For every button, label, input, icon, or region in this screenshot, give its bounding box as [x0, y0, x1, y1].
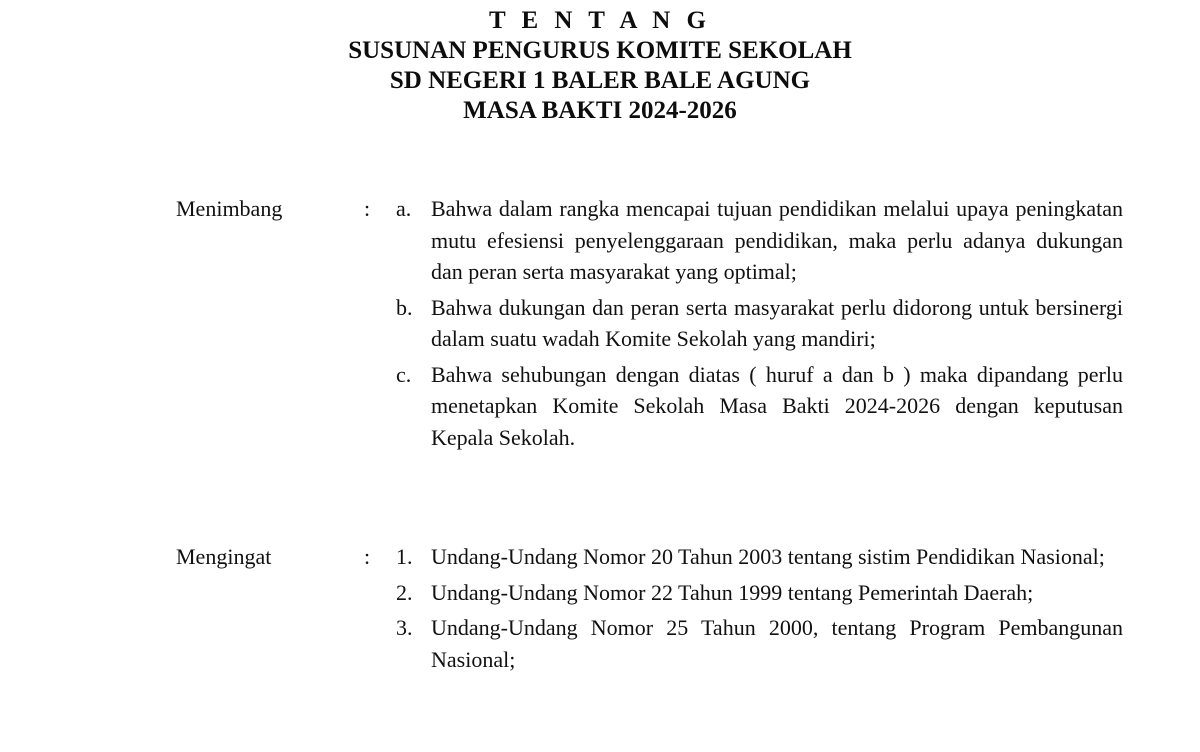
- item-marker: 2.: [396, 579, 413, 605]
- section-label-menimbang: Menimbang: [176, 196, 283, 221]
- item-marker: c.: [396, 361, 412, 387]
- item-text: Undang-Undang Nomor 25 Tahun 2000, tentang Program Pembangunan Nasional;: [431, 615, 1123, 672]
- list-item: [396, 193, 1123, 288]
- title-school-name: SD NEGERI 1 BALER BALE AGUNG: [389, 67, 811, 94]
- item-marker: 1.: [396, 544, 413, 569]
- document-title-block: [0, 6, 1200, 126]
- item-marker: a.: [396, 196, 412, 221]
- item-text: Bahwa dalam rangka mencapai tujuan pendidikan melalui upaya peningkatan mutu efesiensi penyelenggaraan pendidikan, maka perlu adanya dukungan dan peran serta masyarakat yang optimal;: [431, 196, 1123, 284]
- title-susunan-pengurus: SUSUNAN PENGURUS KOMITE SEKOLAH: [348, 37, 852, 64]
- menimbang-list: [396, 193, 1123, 457]
- item-marker: 3.: [396, 615, 413, 640]
- list-item: [396, 359, 1123, 454]
- item-text: Bahwa dukungan dan peran serta masyarakat perlu didorong untuk bersinergi dalam suatu wadah Komite Sekolah yang mandiri;: [431, 294, 1123, 351]
- item-text: Bahwa sehubungan dengan diatas ( huruf a dan b ) maka dipandang perlu menetapkan Komite Sekolah Masa Bakti 2024-2026 dengan keputusan Kepala Sekolah.: [431, 361, 1123, 450]
- item-marker: b.: [396, 294, 413, 320]
- list-item: [396, 541, 1123, 573]
- title-masa-bakti: MASA BAKTI 2024-2026: [463, 97, 737, 124]
- item-text: Undang-Undang Nomor 20 Tahun 2003 tentang sistim Pendidikan Nasional;: [431, 544, 1105, 569]
- section-label-mengingat: Mengingat: [176, 544, 272, 569]
- list-item: [396, 577, 1123, 609]
- item-text: Undang-Undang Nomor 22 Tahun 1999 tentang Pemerintah Daerah;: [431, 579, 1034, 605]
- list-item: [396, 292, 1123, 355]
- list-item: [396, 612, 1123, 675]
- section-colon: :: [364, 196, 371, 221]
- mengingat-list: [396, 541, 1123, 679]
- title-tentang: T E N T A N G: [488, 7, 712, 34]
- section-colon: :: [364, 544, 371, 569]
